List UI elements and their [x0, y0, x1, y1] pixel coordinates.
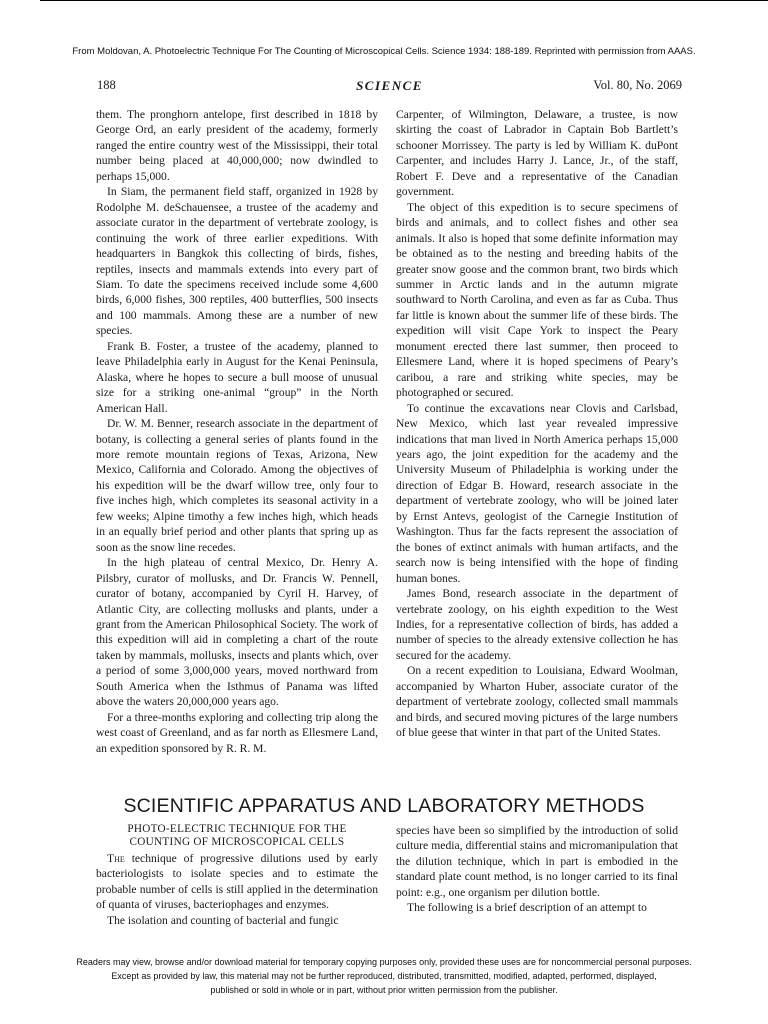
paragraph-text: technique of progressive dilutions used by early bacteriologists to isolate species and to estimate the probable number of cells is still applied in the determination of quanta of viruses, bacteriophages and enzymes. — [96, 852, 378, 912]
paragraph: The following is a brief description of an attempt to — [407, 901, 647, 915]
left-column — [96, 107, 378, 756]
footer-line: Except as provided by law, this material may not be further reproduced, distributed, transmitted, modified, adapted, performed, displayed, — [111, 971, 657, 981]
section-heading: SCIENTIFIC APPARATUS AND LABORATORY METHODS — [123, 795, 645, 817]
journal-title: SCIENCE — [356, 78, 423, 93]
paragraph: Carpenter, of Wilmington, Delaware, a trustee, is now skirting the coast of Labrador in Captain Bob Bartlett’s schooner Morrissey. The party is led by William K. duPont Carpenter, and includes Harry J. Lance, Jr., of the staff, Robert F. Deve and a representative of the Canadian government. — [396, 108, 678, 199]
footer-line: Readers may view, browse and/or download material for temporary copying purposes only, provided these uses are for noncommercial personal purposes. — [76, 957, 692, 967]
article-left-column — [96, 823, 378, 928]
paragraph: Frank B. Foster, a trustee of the academy, planned to leave Philadelphia early in August for the Kenai Peninsula, Alaska, where he hopes to secure a bull moose of unusual size for a striking one-animal “group” in the North American Hall. — [96, 339, 378, 415]
page-header — [97, 78, 682, 94]
article-right-column — [396, 823, 678, 916]
paragraph: species have been so simplified by the introduction of solid culture media, differential stains and micromanipulation that the dilution technique, which in part is embodied in the standard plate count method, is no longer carried to its final point: e.g., one organism per dilution bottle. — [396, 824, 678, 899]
paragraph: In the high plateau of central Mexico, Dr. Henry A. Pilsbry, curator of mollusks, and Dr. Francis W. Pennell, curator of botany, accompanied by Cyril H. Harvey, of Atlantic City, are collecting mollusks and plants, under a grant from the American Philosophical Society. The work of this expedition will aid in completing a chart of the route taken by mammals, mollusks, insects and plants which, over a period of some 3,000,000 years, moved northward from South America when the Isthmus of Panama was lifted above the waters 20,000,000 years ago. — [96, 556, 378, 709]
paragraph — [96, 851, 378, 913]
paragraph: them. The pronghorn antelope, first described in 1818 by George Ord, an early president of the academy, formerly ranged the entire country west of the Mississippi, their total number being placed at 40,000,000; now dwindled to perhaps 15,000. — [96, 108, 378, 183]
top-rule — [40, 0, 768, 1]
paragraph: James Bond, research associate in the department of vertebrate zoology, on his eighth expedition to the West Indies, for a representative collection of birds, has added a number of species to the already extensive collection he has secured for the academy. — [396, 587, 678, 662]
paragraph: Dr. W. M. Benner, research associate in the department of botany, is collecting a general series of plants found in the more remote mountain regions of Texas, Arizona, New Mexico, California and Colorado. Among the objectives of his expedition will be the dwarf willow tree, only four to five inches high, which completes its seasonal activity in a few weeks; Alpine timothy a few inches high, which heads in an equally brief period and other plants that spring up as soon as the snow line recedes. — [96, 417, 378, 554]
article-title: PHOTO-ELECTRIC TECHNIQUE FOR THE COUNTING OF MICROSCOPICAL CELLS — [127, 823, 347, 848]
page-number: 188 — [97, 78, 116, 92]
volume-issue: Vol. 80, No. 2069 — [593, 78, 682, 92]
paragraph: On a recent expedition to Louisiana, Edward Woolman, accompanied by Wharton Huber, associate curator of the department of vertebrate zoology, collected small mammals and birds, and secured moving pictures of the large numbers of blue geese that winter in that part of the United States. — [396, 664, 678, 740]
lead-word: The — [107, 852, 125, 865]
paragraph: For a three-months exploring and collecting trip along the west coast of Greenland, and as far north as Ellesmere Land, an expedition sponsored by R. R. M. — [96, 710, 378, 755]
paragraph: The isolation and counting of bacterial and fungic — [107, 913, 339, 927]
right-column — [396, 107, 678, 741]
copyright-footer — [0, 955, 768, 997]
footer-line: published or sold in whole or in part, without prior written permission from the publisher. — [210, 985, 558, 995]
paragraph: The object of this expedition is to secure specimens of birds and animals, and to collect fishes and other sea animals. It also is hoped that some definite information may be obtained as to the nesting and breeding habits of the greater snow goose and the common brant, two birds which summer in Arctic lands and in the autumn migrate southward to North Carolina, and even as far as Cuba. Thus far little is known about the summer life of these birds. The expedition will visit Cape York to inspect the Peary monument erected there last summer, then proceed to Ellesmere Land, where it is hoped specimens of Peary’s caribou, a rare and striking white species, may be photographed or secured. — [396, 200, 678, 400]
paragraph: In Siam, the permanent field staff, organized in 1928 by Rodolphe M. deSchauensee, a trustee of the academy and associate curator in the department of vertebrate zoology, is continuing the work of three earlier expeditions. With headquarters in Bangkok this collecting of birds, fishes, reptiles, insects and mammals extends into every part of Siam. To date the specimens received include some 4,600 birds, 6,000 fishes, 300 reptiles, 400 butterflies, 500 insects and 100 mammals. Among these are a number of new species. — [96, 185, 378, 338]
paragraph: To continue the excavations near Clovis and Carlsbad, New Mexico, which last year revealed impressive indications that man lived in North America perhaps 15,000 years ago, the joint expedition for the academy and the University Museum of Philadelphia is working under the direction of Edgar B. Howard, research associate in the department of vertebrate zoology, who will be joined later by Ernst Antevs, geologist of the Carnegie Institution of Washington. Thus far the facts represent the association of the bones of extinct animals with human artifacts, and the search now is being intensified with the hope of finding human bones. — [396, 401, 678, 585]
attribution-line: From Moldovan, A. Photoelectric Technique For The Counting of Microscopical Cells. Science 1934: 188-189. Reprinted with permission from AAAS. — [72, 46, 696, 57]
